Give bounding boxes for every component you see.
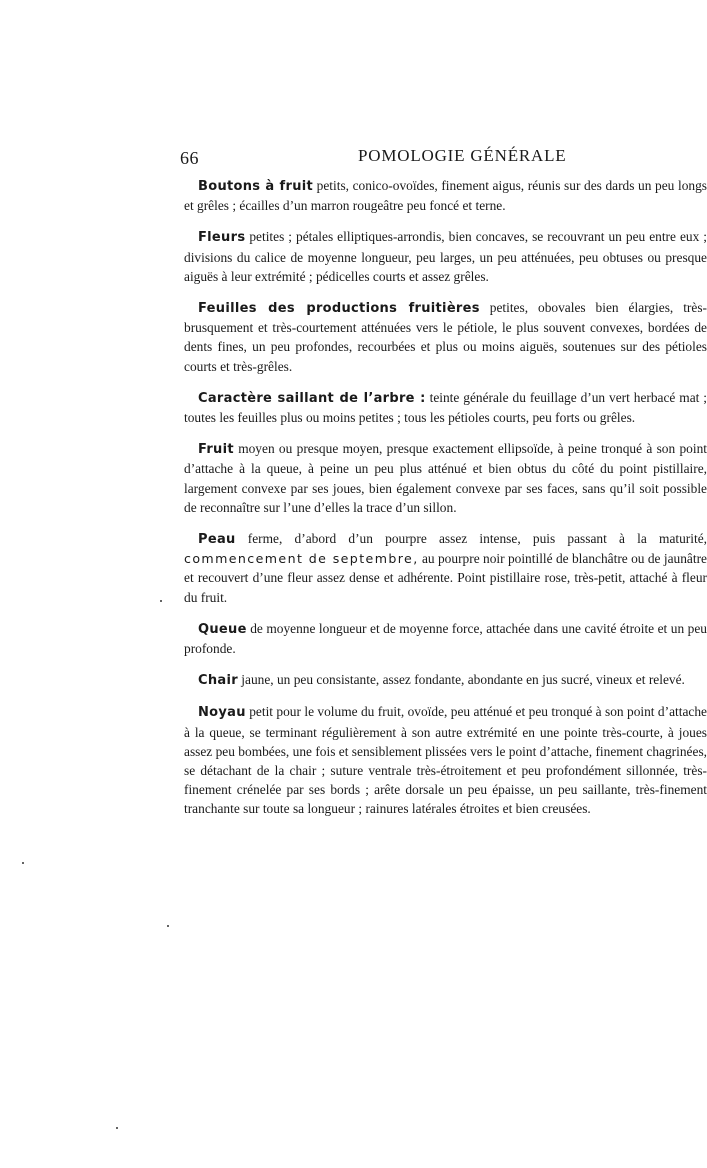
entry-term: Boutons à fruit — [198, 179, 314, 194]
entry-queue — [184, 619, 707, 658]
entry-text: de moyenne longueur et de moyenne force, attachée dans une cavité étroite et un peu profonde. — [184, 620, 707, 657]
entry-text: petites ; pétales elliptiques-arrondis, bien concaves, se recouvrant un peu entre eux ; divisions du calice de moyenne longueur, peu larges, un peu atténuées, peu obtuses ou presque aiguës à leur extrémité ; pédicelles courts et assez grêles. — [184, 229, 707, 284]
entry-fleurs — [184, 227, 707, 286]
description-text — [184, 176, 707, 831]
paper-speck — [160, 600, 162, 602]
running-title: POMOLOGIE GÉNÉRALE — [358, 146, 567, 165]
entry-text: petits, conico-ovoïdes, finement aigus, réunis sur des dards un peu longs et grêles ; écailles d’un marron rougeâtre peu foncé et terne. — [184, 178, 707, 214]
paper-speck — [116, 1127, 118, 1129]
entry-caractere-saillant — [184, 388, 707, 427]
entry-term: Peau — [198, 532, 236, 548]
page-header — [180, 146, 707, 170]
entry-term: Queue — [198, 621, 247, 637]
entry-noyau — [184, 702, 707, 818]
entry-text: au pourpre noir pointillé de blanchâtre ou de jaunâtre et recouvert d’une fleur assez dense et adhérente. Point pistillaire rose, très-petit, attaché à fleur du fruit. — [184, 551, 707, 605]
entry-feuilles — [184, 298, 707, 376]
paper-speck — [22, 862, 24, 864]
entry-term: Fruit — [198, 442, 234, 458]
paper-speck — [167, 925, 169, 927]
entry-fruit — [184, 439, 707, 517]
entry-peau — [184, 529, 707, 607]
entry-text: petit pour le volume du fruit, ovoïde, peu atténué et peu tronqué à son point d’attache à la queue, se terminant régulièrement à son autre extrémité en une pointe très-courte, à joues assez peu bombées, une fois et sensiblement plissées vers le point d’attache, finement chagrinées, se détachant de la chair ; suture ventrale très-étroitement et peu profondément sillonnée, très-finement crénelée par ses bords ; arête dorsale un peu épaisse, un peu saillante, très-finement tranchante sur toute sa longueur ; rainures latérales étroites et bien creusées. — [184, 704, 707, 817]
entry-spaced-text: commencement de septembre, — [184, 551, 419, 567]
entry-term: Feuilles des productions fruitières — [198, 301, 480, 317]
entry-text: ferme, d’abord d’un pourpre assez intense, puis passant à la maturité, — [235, 531, 707, 547]
entry-term: Caractère saillant de l’arbre : — [198, 390, 426, 406]
entry-text: jaune, un peu consistante, assez fondante, abondante en jus sucré, vineux et relevé. — [237, 672, 685, 688]
entry-boutons-a-fruit — [184, 176, 707, 215]
entry-text: teinte générale du feuillage d’un vert herbacé mat ; toutes les feuilles plus ou moins petites ; tous les pétioles courts, peu forts ou grêles. — [184, 389, 707, 426]
entry-term: Noyau — [198, 705, 246, 721]
entry-text: petites, obovales bien élargies, très-brusquement et très-courtement atténuées vers le pétiole, le plus souvent convexes, bordées de dents fines, un peu profondes, recourbées et plus ou moins aiguës, soutenues sur des pétioles courts et très-grêles. — [184, 300, 707, 374]
entry-text: moyen ou presque moyen, presque exactement ellipsoïde, à peine tronqué à son point d’attache à la queue, à peine un peu plus atténué et bien obtus du côté du point pistillaire, largement convexe par ses joues, bien également convexe par ses faces, sans qu’il soit possible de reconnaître sur l’une d’elles la trace d’un sillon. — [184, 441, 707, 515]
entry-term: Chair — [198, 673, 238, 689]
entry-term: Fleurs — [198, 230, 246, 246]
page-number: 66 — [180, 148, 199, 168]
entry-chair — [184, 670, 707, 690]
